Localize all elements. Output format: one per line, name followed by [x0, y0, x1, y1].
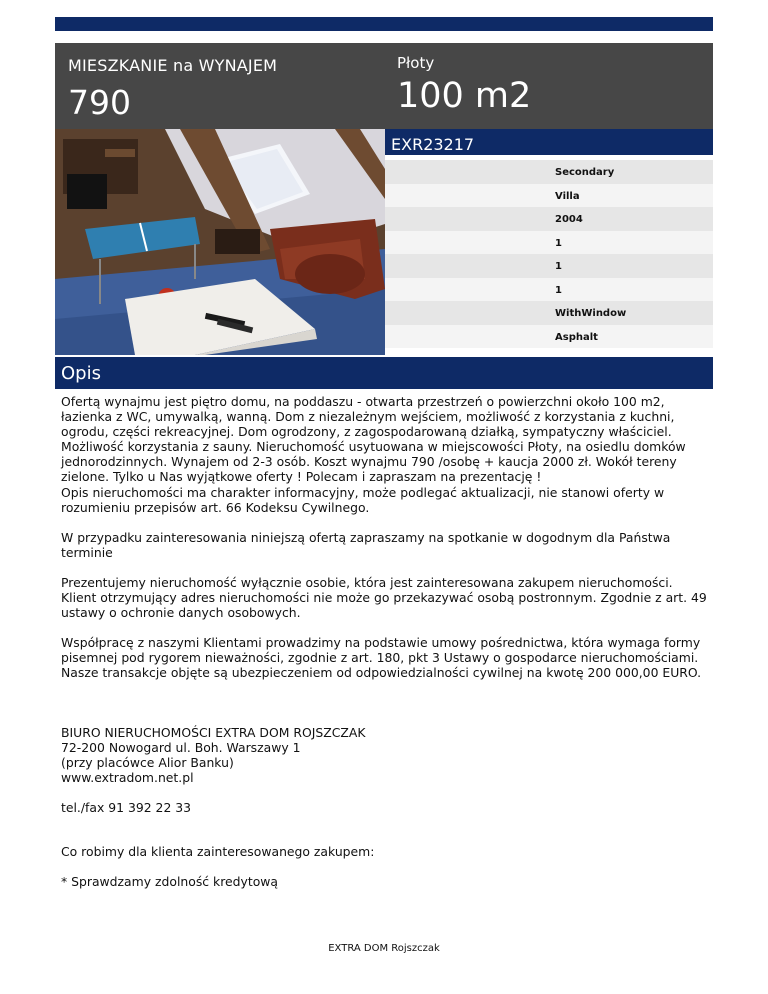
description-invite: W przypadku zainteresowania niniejszą ofertą zapraszamy na spotkanie w dogodnym dla Państwa terminie [61, 529, 671, 560]
listing-header [55, 43, 713, 129]
attr-row: Villa [385, 184, 713, 208]
offer-area: 100 m2 [397, 76, 532, 116]
description-heading: Opis [55, 357, 713, 389]
agency-address-note: (przy placówce Alior Banku) [61, 754, 234, 770]
offer-price: 790 [68, 83, 131, 122]
attr-row: 1 [385, 231, 713, 255]
attr-row: WithWindow [385, 301, 713, 325]
description-main: Ofertą wynajmu jest piętro domu, na poddaszu - otwarta przestrzeń o powierzchni około 100 m2, łazienka z WC, umywalką, wanną. Dom z niezależnym wejściem, możliwość z korzystania z kuchni, ogrodu, części rekreacyjnej. Dom ogrodzony, z zagospodarowaną działką, sympatyczny właściciel. Możliwość korzystania z sauny. Nieruchomość usytuowana w miejscowości Płoty, na osiedlu domków jednorodzinnych. Wynajem od 2-3 osób. Koszt wynajmu 790 /osobę + kaucja 2000 zł. Wokół tereny zielone. Tylko u Nas wyjątkowe oferty ! Polecam i zapraszam na prezentację ! Opis nieruchomości ma charakter informacyjny, może podlegać aktualizacji, nie stanowi oferty w rozumieniu przepisów art. 66 Kodeksu Cywilnego. [61, 394, 686, 515]
services-item: * Sprawdzamy zdolność kredytową [61, 874, 279, 890]
description-body [61, 394, 711, 904]
attr-row: Secondary [385, 160, 713, 184]
agency-phone: tel./fax 91 392 22 33 [61, 799, 192, 815]
offer-type: MIESZKANIE na WYNAJEM [68, 56, 278, 75]
agency-website[interactable]: www.extradom.net.pl [61, 769, 194, 785]
services-intro: Co robimy dla klienta zainteresowanego zakupem: [61, 843, 375, 859]
attr-row: 2004 [385, 207, 713, 231]
attributes-table [385, 160, 713, 348]
property-photo [55, 129, 385, 355]
attr-row: Asphalt [385, 325, 713, 349]
agency-name: BIURO NIERUCHOMOŚCI EXTRA DOM ROJSZCZAK [61, 724, 366, 740]
description-cooperation: Współpracę z naszymi Klientami prowadzimy na podstawie umowy pośrednictwa, która wymaga formy pisemnej pod rygorem nieważności, zgodnie z art. 180, pkt 3 Ustawy o gospodarce nieruchomościami. Nasze transakcje objęte są ubezpieczeniem od odpowiedzialności cywilnej na kwotę 200 000,00 EURO. [61, 635, 702, 681]
attr-row: 1 [385, 278, 713, 302]
agency-address: 72-200 Nowogard ul. Boh. Warszawy 1 [61, 739, 301, 755]
listing-id: EXR23217 [385, 129, 713, 155]
top-accent-bar [55, 17, 713, 31]
description-exclusive: Prezentujemy nieruchomość wyłącznie osobie, która jest zainteresowana zakupem nieruchomości. Klient otrzymujący adres nieruchomości nie może go przekazywać osobą postronnym. Zgodnie z art. 49 ustawy o ochronie danych osobowych. [61, 574, 707, 621]
page-footer: EXTRA DOM Rojszczak [328, 943, 440, 954]
offer-location: Płoty [397, 54, 435, 72]
attr-row: 1 [385, 254, 713, 278]
